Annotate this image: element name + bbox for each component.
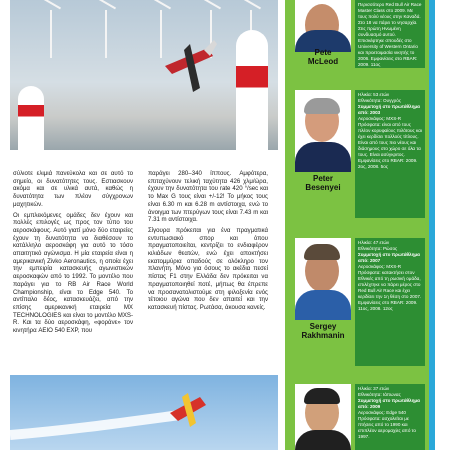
pilot-card <box>295 90 430 220</box>
race-plane-icon <box>160 30 220 100</box>
photo-air-race-top <box>10 0 278 150</box>
pilot-photo <box>295 0 351 52</box>
pilot-photo <box>295 384 351 450</box>
pilot-info-box: Ηλικία: 47 ετών Εθνικότητα: Ρώσος Συμμετοχή στο πρωτάθλημα από: 2007 Αεροσκάφος: MXS-R Πρόσφατα: κατακτήσει στον Εθνικές από τη ρωσική ομάδα, επιλέχτηκε να πάρει μέρος στο Red Bull Air Race και έχει κερδίσει την 1η θέση στο 2007. Εμφανίσεις στο RBAR: 2009. 11ος, 2008. 12ος <box>355 238 425 366</box>
pilot-name: Peter Besenyei <box>305 174 341 192</box>
smoke-trail-icon <box>10 375 278 450</box>
pilot-card <box>295 384 430 450</box>
article-column-2: παράγει 280–340 ίππους. Αμφότερα, επιταχύνουν τελική ταχύτητα 426 χλμ/ώρα, έχουν την δυνατότητα του rate 420 °/sec και το Max G τους είναι +/-12! Το μήκος τους είναι 6.30 m και 6.28 m αντίστοιχα, ενώ το άνοιγμα των πτερύγων τους είναι 7.43 m και 7.31 m αντίστοιχα. Σίγουρα πρόκειται για ένα πραγματικά εντυπωσιακό σπορ και όπου πραγματοποιείται, κεντρίζει το ενδιαφέρον κιλιάδων θεατών, ενώ έχει αποκτήσει εκατομμύρια οπαδούς σε ολόκληρο τον πλανήτη. Μόνο για όσους το ακέδια πεσεί πίστας F1 στην Ελλάδα δεν πρόκειται να πραγματοποιηθεί ποτέ, μήπως θα έπρεπε να προσανατολιστούμε στη φιλοξενία ενός τέτοιου αγώνα που δεν απαιτεί και την κατασκευή πίστας. Ρωτάσα, άκουσα κανείς. <box>148 170 268 311</box>
pilot-info-box: Ηλικία: 37 ετών Εθνικότητα: Ιάπωνας Συμμετοχή στο πρωτάθλημα από: 2009 Αεροσκάφος: Edge 540 Πρόσφατα: ασχολείται με πτήσεις από το 1990 και επιπλέον αερομαχίες από το 1997. <box>355 384 425 450</box>
article-column-1: σύλιοτε ελιμιά πανεύκολα και σε αυτό το σημείο, οι δυνατότητες τους. Εστιασκουν ακόμα και σε υλικά αυτά, καθώς η δυνατότητα των πλέον σύγχρονων μαχητικών. Οι εμπλεκόμενες ομάδες δεν έχουν και πολλές επιλογές ως προς τον τύπο του αεροσκάφους. Αυτό γιατί μόνο δύο εταιρείες έχουν τη δυνατότητα να διαθέσουν το κατάλληλο αεροσκάφη για αυτό το τόσο απαιτητικό αγώνισμα. Η μία εταιρεία είναι η αμερικανική Zivko Aeronautics, η οποία έχει την εμπειρία κατασκευής αγωνιστικών αεροσκαφών από το 1992. Το μοντέλο που παράγει για το RB Air Race World Championship, είναι το Edge 540. Το αντίπαλο δέος, κατασκευάζει, από την επίσης αμερικανική εταιρεία MX TECHNOLOGIES και είναι το μοντέλο MXS-R. Και τα δύο αεροσκάφη, «φοράνε» τον κινητήρα AEIO 540 EXP, που <box>13 170 133 335</box>
photo-air-race-bottom <box>10 375 278 450</box>
pilot-card <box>295 238 430 368</box>
pilot-name: Pete McLeod <box>307 48 339 66</box>
air-gate-pylon <box>236 30 268 150</box>
pilot-photo <box>295 238 351 320</box>
pilot-photo <box>295 90 351 172</box>
pilot-info-box: Περισσότερο Red Bull Air Race Master Class στο 2009. Με τους πολύ νέους στην Καναδά. Στο 18 να πάρει το νησαρχία. Στις πρώτη Ηνωμένη συνδυασμό αυτού. Επισκέφτηκε σπουδές στο University of Western Ontario και προετοιμασία νικητής το 2006. Εμφανίσεις στο RBAR: 2009. 11ος <box>355 0 425 68</box>
pilot-name: Sergey Rakhmanin <box>301 322 345 340</box>
wind-turbine <box>50 10 52 58</box>
air-gate-pylon <box>18 86 44 150</box>
pilot-info-box: Ηλικία: 53 ετών Εθνικότητα: Ουγγρός Συμμετοχή στο πρωτάθλημα από: 2003 Αεροσκάφος: MXS-R Πρόσφατα: είναι από τους πλέον κορυφαίους πιλότους και έχει κερδίσει πολλούς τίτλους. Είναι από τους πιο νέους και διάσημους στο χώρο σε όλα τα τους. Είναι ασύγκριτος. Εμφανίσεις στο RBAR: 2009. 2ος, 2008. 5ος <box>355 90 425 218</box>
wind-turbine <box>105 10 107 58</box>
pilot-card <box>295 0 430 72</box>
